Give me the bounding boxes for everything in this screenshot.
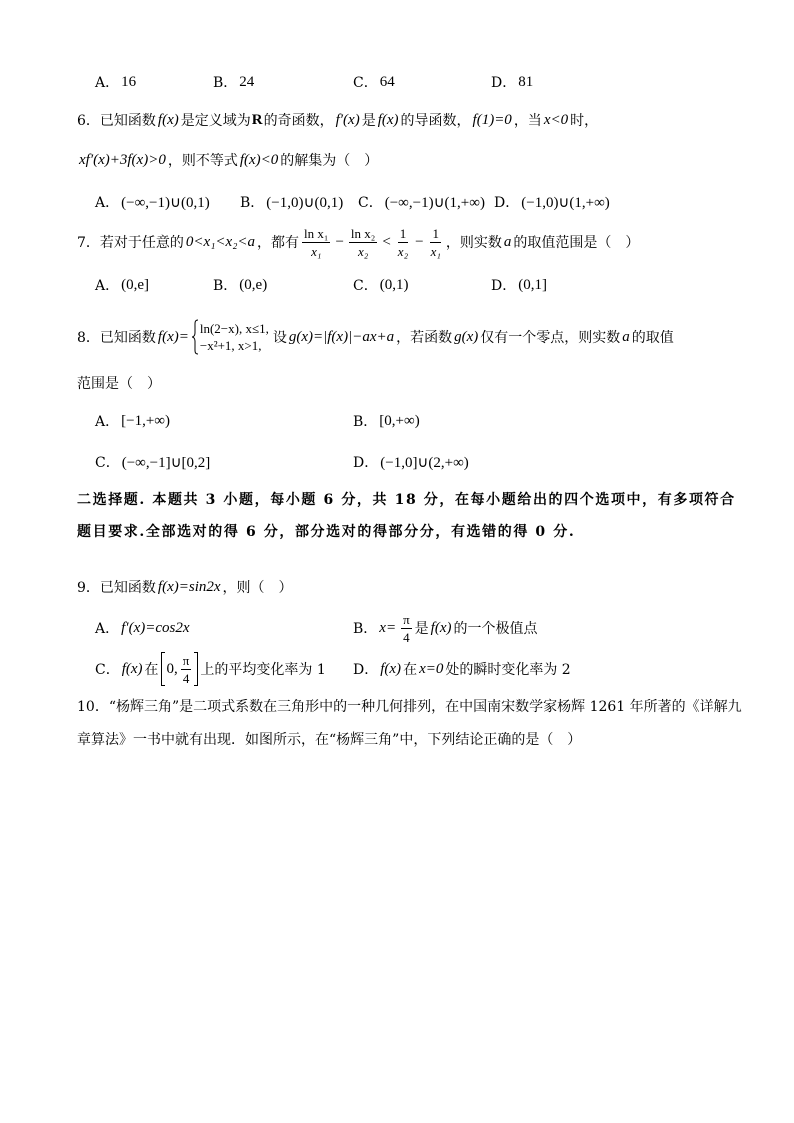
left-brace: [191, 319, 199, 355]
stem-text: ，都有: [257, 235, 300, 251]
fraction-denominator: x₂: [397, 243, 409, 259]
q7-option-c: [353, 273, 410, 297]
stem-text: 是定义域为: [180, 113, 251, 129]
q6-option-a: [95, 190, 212, 214]
math-expression: f(x)=: [157, 328, 189, 345]
math-expression: 0,: [166, 660, 178, 677]
stem-text: 设: [272, 330, 287, 346]
math-expression: x=: [379, 619, 397, 636]
math-expression: f(x): [380, 660, 402, 677]
fraction-denominator: x₁: [430, 243, 441, 259]
option-text: 是: [414, 621, 429, 637]
stem-text: ，当: [513, 113, 542, 129]
option-value: (−∞,−1)∪(0,1): [121, 194, 210, 211]
option-label: B．: [353, 414, 378, 430]
q10-stem-line-1: [77, 694, 742, 718]
question-number: 6．: [77, 113, 100, 129]
q6-stem-line-1: [77, 108, 598, 132]
option-label: D．: [491, 278, 517, 294]
math-expression: xf′(x)+3f(x)>0: [79, 151, 166, 168]
option-value: 24: [239, 73, 255, 90]
section-heading-line-2: [77, 519, 575, 543]
stem-text: 10．“杨辉三角”是二项式系数在三角形中的一种几何排列，在中国南宋数学家杨辉 1261 年所著的《详解九: [77, 699, 742, 715]
fraction-numerator: 1: [399, 225, 407, 241]
fraction-numerator: ln x₁: [304, 225, 329, 241]
fraction-denominator: 4: [403, 629, 410, 645]
stem-text: 范围是（ ）: [77, 376, 161, 392]
q6-option-c: [358, 190, 487, 214]
math-expression: f(x)=sin2x: [157, 578, 221, 595]
option-label: A．: [95, 621, 120, 637]
fraction: [401, 612, 412, 645]
stem-text: ，则实数: [445, 235, 502, 251]
stem-text: 是: [361, 113, 376, 129]
q9-stem: [77, 575, 293, 599]
option-label: C．: [353, 75, 378, 91]
fraction-denominator: 4: [182, 670, 190, 686]
stem-text: 时，: [570, 113, 599, 129]
math-expression: a: [622, 328, 630, 345]
math-expression: f(x): [377, 111, 399, 128]
math-symbol-reals: R: [251, 111, 263, 128]
q6-option-b: [240, 190, 345, 214]
q8-option-a: [95, 409, 172, 433]
math-expression: x<0: [543, 111, 569, 128]
fraction: [429, 226, 443, 259]
stem-text: 已知函数: [99, 580, 156, 596]
option-label: A．: [95, 414, 120, 430]
q9-option-c: [95, 651, 326, 687]
option-value: (0,1): [379, 276, 409, 293]
option-label: D．: [491, 75, 517, 91]
option-text: 处的瞬时变化率为 2: [445, 662, 571, 678]
option-label: C．: [95, 455, 120, 471]
q5-option-c: [353, 70, 397, 94]
option-value: (0,e): [239, 276, 268, 293]
option-label: D．: [494, 195, 520, 211]
q8-option-d: [353, 450, 471, 474]
option-value: [−1,+∞): [121, 412, 170, 429]
fraction-numerator: ln x₂: [350, 225, 376, 241]
option-value: 64: [379, 73, 395, 90]
math-expression: f′(x): [335, 111, 360, 128]
stem-text: 的奇函数，: [263, 113, 334, 129]
q5-option-d: [491, 70, 535, 94]
math-expression: f(x): [121, 660, 143, 677]
stem-text: ，则不等式: [167, 153, 238, 169]
fraction-numerator: 1: [432, 225, 439, 241]
option-value: (0,e]: [121, 276, 150, 293]
stem-text: 已知函数: [99, 330, 156, 346]
math-expression: g(x)=|f(x)|−ax+a: [288, 328, 395, 345]
question-number: 8．: [77, 330, 100, 346]
q9-option-d: [353, 651, 571, 687]
fraction-denominator: x₁: [311, 243, 322, 259]
option-text: 的一个极值点: [453, 621, 538, 637]
fraction-numerator: π: [182, 652, 190, 668]
option-label: B．: [353, 621, 378, 637]
q7-option-a: [95, 273, 151, 297]
math-expression: f(1)=0: [472, 111, 512, 128]
stem-text: ，则（ ）: [222, 580, 293, 596]
piecewise-case-1: ln(2−x), x≤1,: [199, 321, 269, 336]
question-number: 7．: [77, 235, 100, 251]
option-value: 81: [518, 73, 534, 90]
q8-option-c: [95, 450, 212, 474]
math-expression: 0<x₁<x₂<a: [185, 233, 256, 250]
right-square-bracket: [194, 652, 198, 686]
q8-stem-line-2: [77, 371, 161, 395]
option-label: C．: [353, 278, 378, 294]
option-label: B．: [213, 278, 238, 294]
stem-text: ，若函数: [396, 330, 453, 346]
option-label: D．: [353, 662, 379, 678]
option-label: A．: [95, 278, 120, 294]
section-heading-line-1: [77, 487, 736, 511]
option-value: (0,1]: [518, 276, 547, 293]
fraction: [349, 226, 377, 259]
stem-text: 章算法》一书中就有出现．如图所示，在“杨辉三角”中，下列结论正确的是（ ）: [77, 732, 582, 748]
math-expression: f(x): [430, 619, 452, 636]
left-square-bracket: [161, 652, 165, 686]
option-label: C．: [358, 195, 383, 211]
option-value: (−1,0)∪(1,+∞): [521, 194, 610, 211]
piecewise-case-2: −x²+1, x>1,: [199, 338, 262, 353]
stem-text: 若对于任意的: [99, 235, 184, 251]
q8-stem-line-1: [77, 315, 674, 359]
math-expression: f(x): [157, 111, 179, 128]
option-value: (−∞,−1]∪[0,2]: [121, 454, 211, 471]
q7-option-d: [491, 273, 549, 297]
option-value: (−∞,−1)∪(1,+∞): [384, 194, 485, 211]
math-expression: x=0: [419, 660, 444, 677]
math-expression: g(x): [454, 328, 479, 345]
option-text: 在: [403, 662, 418, 678]
math-expression: a: [503, 233, 512, 250]
section-heading-text: 二选择题. 本题共 3 小题，每小题 6 分，共 18 分，在每小题给出的四个选项中，有多项符合: [77, 492, 736, 508]
option-value: (−1,0)∪(0,1): [266, 194, 344, 211]
q6-option-d: [494, 190, 612, 214]
math-expression: f(x)<0: [239, 151, 279, 168]
q5-option-a: [95, 70, 138, 94]
option-label: B．: [240, 195, 265, 211]
math-operator: −: [415, 233, 424, 250]
section-heading-text: 题目要求.全部选对的得 6 分，部分选对的得部分分，有选错的得 0 分.: [77, 524, 576, 540]
option-value: (−1,0]∪(2,+∞): [380, 454, 469, 471]
fraction: [396, 226, 410, 259]
q7-stem: [77, 222, 639, 262]
math-operator: −: [335, 233, 344, 250]
q10-stem-line-2: [77, 727, 581, 751]
stem-text: 的导函数，: [400, 113, 471, 129]
fraction: [302, 226, 330, 259]
question-number: 9．: [77, 580, 100, 596]
option-label: B．: [213, 75, 238, 91]
stem-text: 的解集为（ ）: [280, 153, 379, 169]
stem-text: 已知函数: [99, 113, 156, 129]
option-label: A．: [95, 195, 120, 211]
q9-option-b: [353, 610, 537, 646]
stem-text: 的取值: [631, 330, 674, 346]
option-label: D．: [353, 455, 379, 471]
option-text: 在: [144, 662, 159, 678]
stem-text: 仅有一个零点，则实数: [480, 330, 621, 346]
stem-text: 的取值范围是（ ）: [513, 235, 640, 251]
math-expression: f′(x)=cos2x: [121, 619, 190, 636]
option-label: A．: [95, 75, 120, 91]
option-label: C．: [95, 662, 120, 678]
q8-option-b: [353, 409, 422, 433]
q9-option-a: [95, 610, 192, 646]
fraction-numerator: π: [403, 611, 410, 627]
fraction-denominator: x₂: [357, 243, 369, 259]
fraction: [181, 653, 192, 686]
option-value: [0,+∞): [379, 412, 420, 429]
piecewise-cases: [200, 320, 269, 354]
math-operator: <: [382, 233, 391, 250]
q6-stem-line-2: [77, 148, 378, 172]
q5-option-b: [213, 70, 256, 94]
option-value: 16: [121, 73, 137, 90]
q7-option-b: [213, 273, 269, 297]
option-text: 上的平均变化率为 1: [200, 662, 326, 678]
